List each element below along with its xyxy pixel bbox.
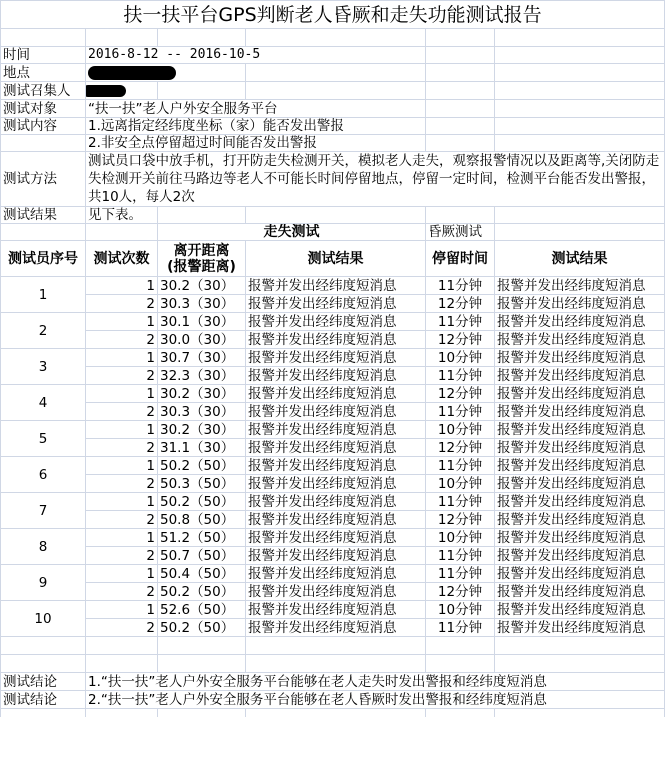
empty-cell[interactable] — [246, 82, 426, 100]
table-row — [1, 565, 665, 583]
faint-result-cell[interactable]: 报警并发出经纬度短消息 — [495, 313, 665, 331]
empty-cell[interactable] — [1, 135, 86, 152]
redaction-mark — [88, 66, 176, 80]
empty-cell[interactable] — [495, 207, 665, 224]
distance-cell[interactable]: 50.2（50） — [158, 457, 246, 475]
table-row — [1, 457, 665, 475]
stay-time-cell[interactable]: 11分钟 — [426, 403, 495, 421]
tester-no-cell[interactable]: 5 — [1, 421, 86, 457]
place-label[interactable]: 地点 — [1, 64, 86, 82]
header-distance-line2: (报警距离) — [167, 258, 236, 275]
empty-cell[interactable] — [495, 655, 665, 673]
result-label[interactable]: 测试结果 — [1, 207, 86, 224]
table-row — [1, 493, 665, 511]
empty-cell[interactable] — [86, 224, 158, 241]
empty-cell[interactable] — [495, 709, 665, 717]
test-count-cell[interactable]: 2 — [86, 547, 158, 565]
empty-cell[interactable] — [495, 64, 665, 82]
faint-result-cell[interactable]: 报警并发出经纬度短消息 — [495, 421, 665, 439]
lost-result-cell[interactable]: 报警并发出经纬度短消息 — [246, 313, 426, 331]
report-title: 扶一扶平台GPS判断老人昏厥和走失功能测试报告 — [1, 1, 665, 29]
empty-cell[interactable] — [495, 135, 665, 152]
faint-result-cell[interactable]: 报警并发出经纬度短消息 — [495, 403, 665, 421]
table-row — [1, 529, 665, 547]
stay-time-cell[interactable]: 12分钟 — [426, 331, 495, 349]
convener-label[interactable]: 测试召集人 — [1, 82, 86, 100]
test-count-cell[interactable]: 2 — [86, 367, 158, 385]
time-value[interactable]: 2016-8-12 -- 2016-10-5 — [86, 47, 426, 64]
stay-time-cell[interactable]: 10分钟 — [426, 349, 495, 367]
lost-result-cell[interactable]: 报警并发出经纬度短消息 — [246, 619, 426, 637]
tester-no-cell[interactable]: 4 — [1, 385, 86, 421]
stay-time-cell[interactable]: 11分钟 — [426, 313, 495, 331]
table-row — [1, 385, 665, 403]
conclusion-text[interactable]: 2.“扶一扶”老人户外安全服务平台能够在老人昏厥时发出警报和经纬度短消息 — [86, 691, 665, 709]
stay-time-cell[interactable]: 11分钟 — [426, 619, 495, 637]
stay-time-cell[interactable]: 10分钟 — [426, 529, 495, 547]
empty-cell[interactable] — [426, 135, 495, 152]
stay-time-cell[interactable]: 10分钟 — [426, 601, 495, 619]
stay-time-cell[interactable]: 12分钟 — [426, 583, 495, 601]
stay-time-cell[interactable]: 11分钟 — [426, 493, 495, 511]
distance-cell[interactable]: 52.6（50） — [158, 601, 246, 619]
distance-cell[interactable]: 30.7（30） — [158, 349, 246, 367]
header-tester-no[interactable]: 测试员序号 — [1, 241, 86, 277]
empty-cell[interactable] — [426, 709, 495, 717]
empty-cell[interactable] — [1, 224, 86, 241]
distance-cell[interactable]: 30.2（30） — [158, 385, 246, 403]
empty-cell[interactable] — [158, 29, 246, 47]
table-row — [1, 601, 665, 619]
stay-time-cell[interactable]: 12分钟 — [426, 439, 495, 457]
faint-result-cell[interactable]: 报警并发出经纬度短消息 — [495, 295, 665, 313]
test-count-cell[interactable]: 1 — [86, 421, 158, 439]
distance-cell[interactable]: 30.1（30） — [158, 313, 246, 331]
distance-cell[interactable]: 50.2（50） — [158, 583, 246, 601]
faint-result-cell[interactable]: 报警并发出经纬度短消息 — [495, 511, 665, 529]
stay-time-cell[interactable]: 11分钟 — [426, 457, 495, 475]
table-row — [1, 367, 665, 385]
empty-cell[interactable] — [426, 29, 495, 47]
faint-result-cell[interactable]: 报警并发出经纬度短消息 — [495, 493, 665, 511]
table-row — [1, 421, 665, 439]
test-count-cell[interactable]: 1 — [86, 313, 158, 331]
distance-cell[interactable]: 50.2（50） — [158, 493, 246, 511]
header-stay-time[interactable]: 停留时间 — [426, 241, 495, 277]
empty-cell[interactable] — [1, 29, 86, 47]
stay-time-cell[interactable]: 11分钟 — [426, 565, 495, 583]
empty-cell[interactable] — [426, 207, 495, 224]
test-count-cell[interactable]: 2 — [86, 619, 158, 637]
empty-cell[interactable] — [426, 637, 495, 655]
distance-cell[interactable]: 30.2（30） — [158, 277, 246, 295]
time-label[interactable]: 时间 — [1, 47, 86, 64]
lost-result-cell[interactable]: 报警并发出经纬度短消息 — [246, 601, 426, 619]
empty-cell[interactable] — [495, 637, 665, 655]
blank-row — [1, 655, 665, 673]
faint-result-cell[interactable]: 报警并发出经纬度短消息 — [495, 331, 665, 349]
distance-cell[interactable]: 30.3（30） — [158, 295, 246, 313]
stay-time-cell[interactable]: 11分钟 — [426, 547, 495, 565]
table-row — [1, 583, 665, 601]
empty-cell[interactable] — [495, 47, 665, 64]
lost-result-cell[interactable]: 报警并发出经纬度短消息 — [246, 565, 426, 583]
test-count-cell[interactable]: 1 — [86, 493, 158, 511]
lost-result-cell[interactable]: 报警并发出经纬度短消息 — [246, 403, 426, 421]
empty-cell[interactable] — [426, 655, 495, 673]
header-test-count[interactable]: 测试次数 — [86, 241, 158, 277]
tester-no-cell[interactable]: 1 — [1, 277, 86, 313]
faint-result-cell[interactable]: 报警并发出经纬度短消息 — [495, 349, 665, 367]
header-lost-result[interactable]: 测试结果 — [246, 241, 426, 277]
empty-cell[interactable] — [158, 207, 246, 224]
stay-time-cell[interactable]: 11分钟 — [426, 277, 495, 295]
test-count-cell[interactable]: 2 — [86, 439, 158, 457]
test-count-cell[interactable]: 1 — [86, 457, 158, 475]
table-row — [1, 619, 665, 637]
empty-cell[interactable] — [1, 709, 86, 717]
distance-cell[interactable]: 50.3（50） — [158, 475, 246, 493]
faint-result-cell[interactable]: 报警并发出经纬度短消息 — [495, 385, 665, 403]
lost-result-cell[interactable]: 报警并发出经纬度短消息 — [246, 511, 426, 529]
distance-cell[interactable]: 50.8（50） — [158, 511, 246, 529]
test-count-cell[interactable]: 1 — [86, 529, 158, 547]
faint-result-cell[interactable]: 报警并发出经纬度短消息 — [495, 529, 665, 547]
distance-cell[interactable]: 50.7（50） — [158, 547, 246, 565]
test-count-cell[interactable]: 2 — [86, 475, 158, 493]
empty-cell[interactable] — [86, 29, 158, 47]
target-label[interactable]: 测试对象 — [1, 100, 86, 118]
table-row — [1, 547, 665, 565]
lost-result-cell[interactable]: 报警并发出经纬度短消息 — [246, 529, 426, 547]
lost-result-cell[interactable]: 报警并发出经纬度短消息 — [246, 277, 426, 295]
distance-cell[interactable]: 32.3（30） — [158, 367, 246, 385]
empty-cell[interactable] — [158, 655, 246, 673]
distance-cell[interactable]: 30.3（30） — [158, 403, 246, 421]
header-distance[interactable] — [158, 241, 246, 277]
stay-time-cell[interactable]: 12分钟 — [426, 385, 495, 403]
test-count-cell[interactable]: 2 — [86, 583, 158, 601]
test-count-cell[interactable]: 1 — [86, 601, 158, 619]
faint-result-cell[interactable]: 报警并发出经纬度短消息 — [495, 475, 665, 493]
empty-cell[interactable] — [495, 29, 665, 47]
redaction-mark — [86, 85, 127, 97]
group-header-lost-test[interactable]: 走失测试 — [158, 224, 426, 241]
distance-cell[interactable]: 50.2（50） — [158, 619, 246, 637]
conclusion-text[interactable]: 1.“扶一扶”老人户外安全服务平台能够在老人走失时发出警报和经纬度短消息 — [86, 673, 665, 691]
empty-cell[interactable] — [246, 655, 426, 673]
empty-cell[interactable] — [1, 655, 86, 673]
empty-cell[interactable] — [426, 100, 495, 118]
place-value-redacted[interactable] — [86, 64, 246, 82]
stay-time-cell[interactable]: 11分钟 — [426, 367, 495, 385]
conclusion-label[interactable]: 测试结论 — [1, 673, 86, 691]
faint-result-cell[interactable]: 报警并发出经纬度短消息 — [495, 583, 665, 601]
faint-result-cell[interactable]: 报警并发出经纬度短消息 — [495, 601, 665, 619]
header-distance-line1: 离开距离 — [173, 242, 230, 259]
tester-no-cell[interactable]: 10 — [1, 601, 86, 637]
faint-result-cell[interactable]: 报警并发出经纬度短消息 — [495, 277, 665, 295]
lost-result-cell[interactable]: 报警并发出经纬度短消息 — [246, 421, 426, 439]
table-row — [1, 349, 665, 367]
empty-cell[interactable] — [1, 637, 86, 655]
target-value[interactable]: “扶一扶”老人户外安全服务平台 — [86, 100, 426, 118]
faint-result-cell[interactable]: 报警并发出经纬度短消息 — [495, 457, 665, 475]
empty-cell[interactable] — [158, 82, 246, 100]
test-count-cell[interactable]: 1 — [86, 565, 158, 583]
lost-result-cell[interactable]: 报警并发出经纬度短消息 — [246, 547, 426, 565]
table-row — [1, 295, 665, 313]
test-count-cell[interactable]: 2 — [86, 331, 158, 349]
lost-result-cell[interactable]: 报警并发出经纬度短消息 — [246, 475, 426, 493]
test-count-cell[interactable]: 2 — [86, 403, 158, 421]
distance-cell[interactable]: 31.1（30） — [158, 439, 246, 457]
table-row — [1, 313, 665, 331]
empty-cell[interactable] — [86, 709, 158, 717]
convener-value-redacted[interactable] — [86, 82, 158, 100]
tester-no-cell[interactable]: 8 — [1, 529, 86, 565]
stay-time-cell[interactable]: 10分钟 — [426, 421, 495, 439]
empty-cell[interactable] — [495, 100, 665, 118]
empty-cell[interactable] — [426, 118, 495, 135]
stay-time-cell[interactable]: 10分钟 — [426, 475, 495, 493]
empty-cell[interactable] — [246, 709, 426, 717]
conclusion-label[interactable]: 测试结论 — [1, 691, 86, 709]
table-row — [1, 475, 665, 493]
empty-cell[interactable] — [246, 637, 426, 655]
empty-cell[interactable] — [246, 29, 426, 47]
tester-no-cell[interactable]: 3 — [1, 349, 86, 385]
stay-time-cell[interactable]: 12分钟 — [426, 295, 495, 313]
tester-no-cell[interactable]: 9 — [1, 565, 86, 601]
distance-cell[interactable]: 30.0（30） — [158, 331, 246, 349]
tester-no-cell[interactable]: 7 — [1, 493, 86, 529]
distance-cell[interactable]: 30.2（30） — [158, 421, 246, 439]
lost-result-cell[interactable]: 报警并发出经纬度短消息 — [246, 493, 426, 511]
empty-cell[interactable] — [246, 64, 426, 82]
empty-cell[interactable] — [86, 637, 158, 655]
table-row — [1, 439, 665, 457]
lost-result-cell[interactable]: 报警并发出经纬度短消息 — [246, 583, 426, 601]
faint-result-cell[interactable]: 报警并发出经纬度短消息 — [495, 439, 665, 457]
content-label[interactable]: 测试内容 — [1, 118, 86, 135]
table-row — [1, 331, 665, 349]
distance-cell[interactable]: 51.2（50） — [158, 529, 246, 547]
header-faint-result[interactable]: 测试结果 — [495, 241, 665, 277]
method-label[interactable]: 测试方法 — [1, 152, 86, 207]
method-value[interactable]: 测试员口袋中放手机，打开防走失检测开关，模拟老人走失，观察报警情况以及距离等,关闭防走失检测开关前往马路边等老人不可能长时间停留地点，停留一定时间，检测平台能否发出警报，共10人，每人2次 — [86, 152, 665, 207]
lost-result-cell[interactable]: 报警并发出经纬度短消息 — [246, 385, 426, 403]
faint-result-cell[interactable]: 报警并发出经纬度短消息 — [495, 565, 665, 583]
empty-cell[interactable] — [495, 118, 665, 135]
empty-cell[interactable] — [158, 709, 246, 717]
test-count-cell[interactable]: 1 — [86, 349, 158, 367]
lost-result-cell[interactable]: 报警并发出经纬度短消息 — [246, 367, 426, 385]
content-item-1[interactable]: 1.远离指定经纬度坐标（家）能否发出警报 — [86, 118, 426, 135]
empty-cell[interactable] — [246, 207, 426, 224]
tester-no-cell[interactable]: 6 — [1, 457, 86, 493]
trailing-row — [1, 709, 665, 717]
lost-result-cell[interactable]: 报警并发出经纬度短消息 — [246, 349, 426, 367]
table-row — [1, 403, 665, 421]
test-count-cell[interactable]: 2 — [86, 295, 158, 313]
empty-cell[interactable] — [426, 64, 495, 82]
faint-result-cell[interactable]: 报警并发出经纬度短消息 — [495, 367, 665, 385]
empty-cell[interactable] — [158, 637, 246, 655]
stay-time-cell[interactable]: 12分钟 — [426, 511, 495, 529]
test-count-cell[interactable]: 2 — [86, 511, 158, 529]
group-header-faint-test[interactable]: 昏厥测试 — [426, 224, 495, 241]
lost-result-cell[interactable]: 报警并发出经纬度短消息 — [246, 439, 426, 457]
conclusion-row — [1, 691, 665, 709]
empty-cell[interactable] — [426, 82, 495, 100]
lost-result-cell[interactable]: 报警并发出经纬度短消息 — [246, 457, 426, 475]
table-row — [1, 277, 665, 295]
lost-result-cell[interactable]: 报警并发出经纬度短消息 — [246, 295, 426, 313]
empty-cell[interactable] — [495, 224, 665, 241]
conclusion-row — [1, 673, 665, 691]
faint-result-cell[interactable]: 报警并发出经纬度短消息 — [495, 619, 665, 637]
blank-row — [1, 637, 665, 655]
test-count-cell[interactable]: 1 — [86, 385, 158, 403]
empty-cell[interactable] — [495, 82, 665, 100]
empty-cell[interactable] — [426, 47, 495, 64]
result-value[interactable]: 见下表。 — [86, 207, 158, 224]
lost-result-cell[interactable]: 报警并发出经纬度短消息 — [246, 331, 426, 349]
table-row — [1, 511, 665, 529]
tester-no-cell[interactable]: 2 — [1, 313, 86, 349]
content-item-2[interactable]: 2.非安全点停留超过时间能否发出警报 — [86, 135, 426, 152]
faint-result-cell[interactable]: 报警并发出经纬度短消息 — [495, 547, 665, 565]
empty-cell[interactable] — [86, 655, 158, 673]
test-count-cell[interactable]: 1 — [86, 277, 158, 295]
distance-cell[interactable]: 50.4（50） — [158, 565, 246, 583]
